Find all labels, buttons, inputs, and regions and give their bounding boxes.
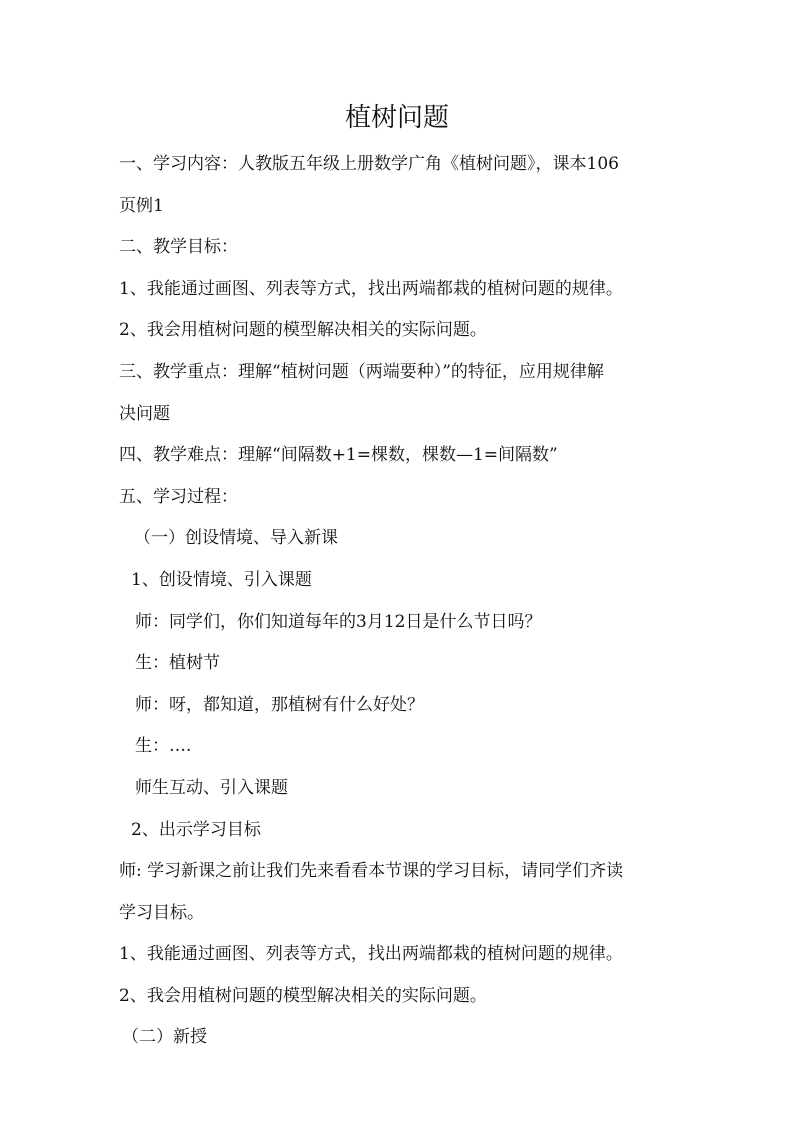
dialogue-line: 师生互动、引入课题 xyxy=(135,777,288,798)
paragraph-line: 二、教学目标： xyxy=(119,237,238,258)
dialogue-line: 师：同学们，你们知道每年的3月12日是什么节日吗？ xyxy=(135,611,542,632)
section-heading: （一）创设情境、导入新课 xyxy=(134,528,338,549)
dialogue-line: 师：呀，都知道，那植树有什么好处？ xyxy=(135,694,424,715)
paragraph-line: 决问题 xyxy=(119,403,170,424)
document-body xyxy=(119,144,689,1059)
paragraph-line: 2、我会用植树问题的模型解决相关的实际问题。 xyxy=(119,320,487,341)
dialogue-line: 生：植树节 xyxy=(135,653,220,674)
section-heading: （二）新授 xyxy=(122,1027,207,1048)
paragraph-line: 一、学习内容：人教版五年级上册数学广角《植树问题》，课本106 xyxy=(119,154,619,174)
paragraph-line: 学习目标。 xyxy=(119,902,204,923)
paragraph-line: 1、创设情境、引入课题 xyxy=(131,569,312,590)
paragraph-line: 三、教学重点：理解“植树问题（两端要种）”的特征，应用规律解 xyxy=(119,361,604,382)
paragraph-line: 师: 学习新课之前让我们先来看看本节课的学习目标，请同学们齐读 xyxy=(119,861,624,882)
paragraph-line: 2、出示学习目标 xyxy=(131,819,261,840)
dialogue-line: 生：…. xyxy=(135,736,192,757)
paragraph-line: 四、教学难点：理解“间隔数+1=棵数，棵数—1=间隔数” xyxy=(119,445,558,466)
paragraph-line: 页例1 xyxy=(119,195,164,216)
paragraph-line: 2、我会用植树问题的模型解决相关的实际问题。 xyxy=(119,985,487,1006)
document-title: 植树问题 xyxy=(344,103,449,133)
paragraph-line: 五、学习过程： xyxy=(119,486,238,507)
paragraph-line: 1、我能通过画图、列表等方式，找出两端都栽的植树问题的规律。 xyxy=(119,944,623,965)
paragraph-line: 1、我能通过画图、列表等方式，找出两端都栽的植树问题的规律。 xyxy=(119,278,623,299)
